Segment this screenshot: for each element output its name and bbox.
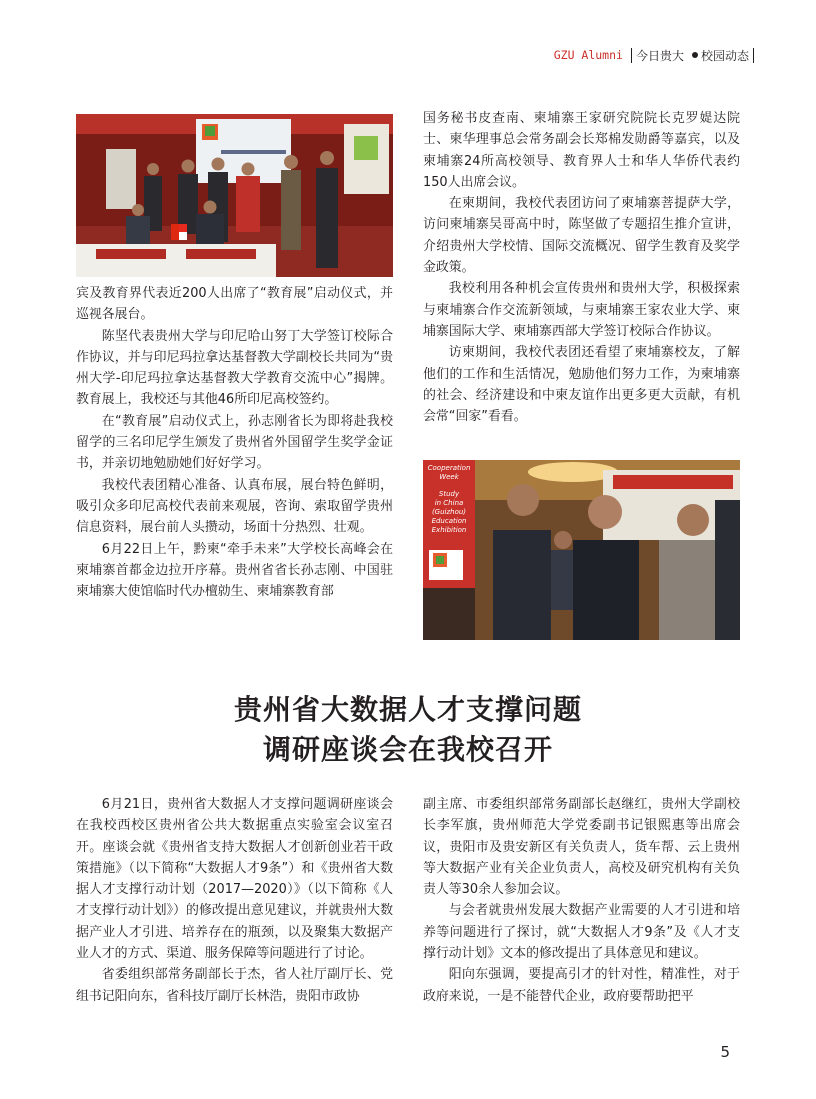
paragraph: 6月21日，贵州省大数据人才支撑问题调研座谈会在我校西校区贵州省公共大数据重点实验室会议室召开。座谈会就《贵州省支持大数据人才创新创业若干政策措施》（以下简称“大数据人才9条”）和《贵州省大数据人才支撑行动计划（2017—2020）》（以下简称《人才支撑行动计划》）的修改提出意见建议，并就贵州大数据产业人才引进、培养存在的瓶颈，以及聚集大数据产业人才的方式、渠道、服务保障等问题进行了讨论。 — [76, 797, 393, 962]
paragraph: 与会者就贵州发展大数据产业需要的人才引进和培养等问题进行了探讨，就“大数据人才9条”及《人才支撑行动计划》文本的修改提出了具体意见和建议。 — [423, 903, 740, 962]
paragraph: 阳向东强调，要提高引才的针对性，精准性，对于政府来说，一是不能替代企业，政府要帮助把平 — [423, 967, 740, 1004]
running-header — [554, 44, 758, 66]
exhibition-visit-photo — [423, 460, 740, 640]
paragraph: 在柬期间，我校代表团访问了柬埔寨菩提萨大学，访问柬埔寨吴哥高中时，陈坚做了专题招生推介宣讲，介绍贵州大学校情、国际交流概况、留学生教育及奖学金政策。 — [423, 196, 740, 276]
top-right-column — [423, 108, 740, 427]
paragraph: 我校代表团精心准备、认真布展，展台特色鲜明，吸引众多印尼高校代表前来观展，咨询、索取留学贵州信息资料，展台前人头攒动，场面十分热烈、壮观。 — [76, 477, 393, 536]
paragraph: 陈坚代表贵州大学与印尼哈山努丁大学签订校际合作协议，并与印尼玛拉拿达基督教大学副校长共同为“贵州大学-印尼玛拉拿达基督教大学教育交流中心”揭牌。教育展上，我校还与其他46所印尼高校签约。 — [76, 328, 393, 408]
header-divider — [631, 48, 632, 63]
banner-line: Education — [431, 517, 467, 525]
paragraph: 副主席、市委组织部常务副部长赵继红，贵州大学副校长李军旗，贵州师范大学党委副书记银熙惠等出席会议，贵阳市及贵安新区有关负责人，货车帮、云上贵州等大数据产业有关企业负责人，高校及研究机构有关负责人等30余人参加会议。 — [423, 797, 740, 898]
bottom-left-column — [76, 794, 393, 1007]
header-section: 今日贵大 — [635, 48, 684, 63]
paragraph: 我校利用各种机会宣传贵州和贵州大学，积极探索与柬埔寨合作交流新领域，与柬埔寨王家农业大学、柬埔寨国际大学、柬埔寨西部大学签订校际合作协议。 — [423, 281, 740, 339]
paragraph: 在“教育展”启动仪式上，孙志刚省长为即将赴我校留学的三名印尼学生颁发了贵州省外国留学生奖学金证书，并亲切地勉励她们好好学习。 — [76, 413, 393, 472]
banner-line: Cooperation — [427, 464, 471, 472]
header-divider-end — [753, 48, 754, 63]
paragraph: 国务秘书皮查南、柬埔寨王家研究院院长克罗媞达院士、柬华理事总会常务副会长郑棉发勋爵等嘉宾，以及柬埔寨24所高校领导、教育界人士和华人华侨代表约150人出席会议。 — [423, 111, 740, 190]
header-brand: GZU Alumni — [553, 48, 623, 62]
banner-line: in China — [434, 499, 464, 507]
page-number: 5 — [720, 1043, 730, 1061]
banner-line: Exhibition — [431, 526, 467, 534]
article-title — [0, 690, 816, 770]
title-line-1: 贵州省大数据人才支撑问题 — [233, 693, 582, 726]
banner-line: Week — [439, 473, 459, 481]
top-left-column — [76, 283, 393, 602]
banner-line: (Guizhou) — [431, 508, 467, 516]
paragraph: 访柬期间，我校代表团还看望了柬埔寨校友，了解他们的工作和生活情况，勉励他们努力工作，为柬埔寨的社会、经济建设和中柬友谊作出更多更大贡献，有机会常“回家”看看。 — [423, 345, 740, 425]
banner-line: Study — [438, 490, 460, 498]
title-line-2: 调研座谈会在我校召开 — [262, 733, 553, 766]
header-subsection: 校园动态 — [700, 48, 749, 63]
signing-ceremony-photo — [76, 114, 393, 277]
exhibition-banner-text — [425, 464, 473, 535]
paragraph: 省委组织部常务副部长于杰，省人社厅副厅长、党组书记阳向东，省科技厅副厅长林浩，贵阳市政协 — [76, 967, 393, 1004]
bullet-icon — [692, 52, 698, 58]
paragraph: 宾及教育界代表近200人出席了“教育展”启动仪式，并巡视各展台。 — [76, 286, 393, 323]
paragraph: 6月22日上午，黔柬“牵手未来”大学校长高峰会在柬埔寨首都金边拉开序幕。贵州省省长孙志刚、中国驻柬埔寨大使馆临时代办檀勍生、柬埔寨教育部 — [76, 541, 393, 600]
bottom-right-column — [423, 794, 740, 1007]
